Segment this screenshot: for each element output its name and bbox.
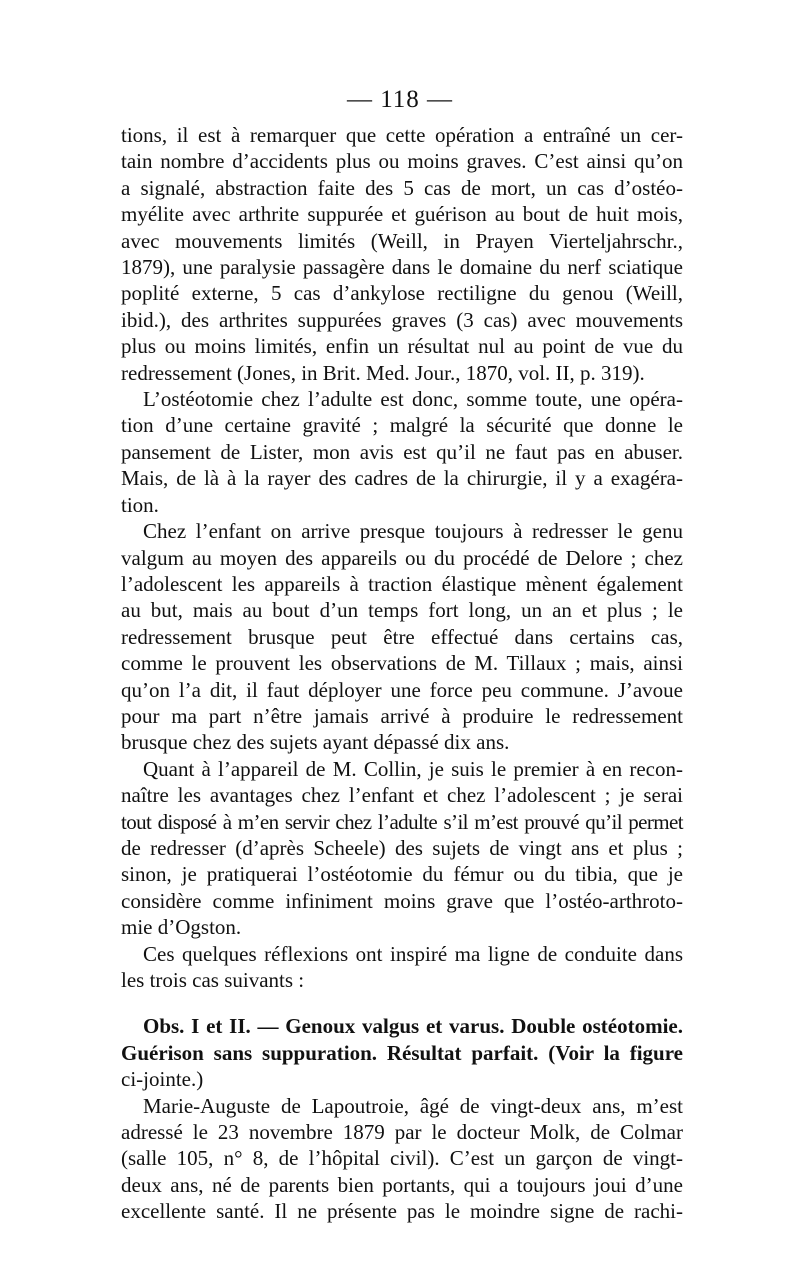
text-line: pansement de Lister, mon avis est qu’il ne faut pas en abuser. xyxy=(121,439,683,464)
text-line: Chez l’enfant on arrive presque toujours à redresser le genu xyxy=(143,519,683,544)
text-line: excellente santé. Il ne présente pas le moindre signe de rachi- xyxy=(121,1199,683,1224)
text-line: a signalé, abstraction faite des 5 cas de mort, un cas d’ostéo- xyxy=(121,175,683,200)
observation-title-line: Obs. I et II. — Genoux valgus et varus. Double ostéotomie. xyxy=(143,1014,683,1039)
text-line: redressement brusque peut être effectué dans certains cas, xyxy=(121,624,683,649)
text-line: naître les avantages chez l’enfant et chez l’adolescent ; je serai xyxy=(121,783,683,808)
text-line: L’ostéotomie chez l’adulte est donc, somme toute, une opéra- xyxy=(143,387,683,412)
text-line: Ces quelques réflexions ont inspiré ma ligne de conduite dans xyxy=(143,941,683,966)
text-line: tion. xyxy=(121,492,159,517)
text-line: considère comme infiniment moins grave que l’ostéo-arthroto- xyxy=(121,888,683,913)
page-number: — 118 — xyxy=(346,86,454,113)
text-line: comme le prouvent les observations de M. Tillaux ; mais, ainsi xyxy=(121,651,683,676)
body-text xyxy=(121,122,683,1225)
text-line: myélite avec arthrite suppurée et guérison au bout de huit mois, xyxy=(121,202,683,227)
text-line: Mais, de là à la rayer des cadres de la chirurgie, il y a exagéra- xyxy=(121,466,683,491)
text-line: Quant à l’appareil de M. Collin, je suis le premier à en recon- xyxy=(143,756,683,781)
text-line: ci-jointe.) xyxy=(121,1067,204,1092)
text-line: valgum au moyen des appareils ou du procédé de Delore ; chez xyxy=(121,545,683,570)
section-gap xyxy=(121,993,683,1013)
text-line: adressé le 23 novembre 1879 par le docteur Molk, de Colmar xyxy=(121,1120,683,1145)
text-line: les trois cas suivants : xyxy=(121,968,305,992)
text-line: (salle 105, n° 8, de l’hôpital civil). C’est un garçon de vingt- xyxy=(121,1146,683,1171)
text-line: tion d’une certaine gravité ; malgré la sécurité que donne le xyxy=(121,413,683,438)
text-line: avec mouvements limités (Weill, in Prayen Vierteljahrschr., xyxy=(121,228,683,253)
observation-title-line: Guérison sans suppuration. Résultat parfait. (Voir la figure xyxy=(121,1040,683,1065)
text-line: tions, il est à remarquer que cette opération a entraîné un cer- xyxy=(121,123,683,147)
text-line: 1879), une paralysie passagère dans le domaine du nerf sciatique xyxy=(121,255,683,280)
text-line: ibid.), des arthrites suppurées graves (3 cas) avec mouvements xyxy=(121,307,683,332)
text-line: Marie-Auguste de Lapoutroie, âgé de vingt-deux ans, m’est xyxy=(143,1093,683,1118)
text-line: plus ou moins limités, enfin un résultat nul au point de vue du xyxy=(121,334,683,359)
text-line: sinon, je pratiquerai l’ostéotomie du fémur ou du tibia, que je xyxy=(121,862,683,887)
text-line: poplité externe, 5 cas d’ankylose rectiligne du genou (Weill, xyxy=(121,281,683,306)
text-line: mie d’Ogston. xyxy=(121,915,242,940)
text-line: l’adolescent les appareils à traction élastique mènent également xyxy=(121,571,683,596)
text-line: deux ans, né de parents bien portants, qui a toujours joui d’une xyxy=(121,1172,683,1197)
text-line: tain nombre d’accidents plus ou moins graves. C’est ainsi qu’on xyxy=(121,149,683,174)
text-line: au but, mais au bout d’un temps fort long, un an et plus ; le xyxy=(121,598,683,623)
text-line: qu’on l’a dit, il faut déployer une force peu commune. J’avoue xyxy=(121,677,683,702)
text-line: redressement (Jones, in Brit. Med. Jour., 1870, vol. II, p. 319). xyxy=(121,360,645,385)
text-line: de redresser (d’après Scheele) des sujets de vingt ans et plus ; xyxy=(121,835,683,860)
text-line: pour ma part n’être jamais arrivé à produire le redressement xyxy=(121,703,683,728)
text-line: brusque chez des sujets ayant dépassé dix ans. xyxy=(121,730,510,755)
text-line: tout disposé à m’en servir chez l’adulte s’il m’est prouvé qu’il permet xyxy=(121,809,683,834)
